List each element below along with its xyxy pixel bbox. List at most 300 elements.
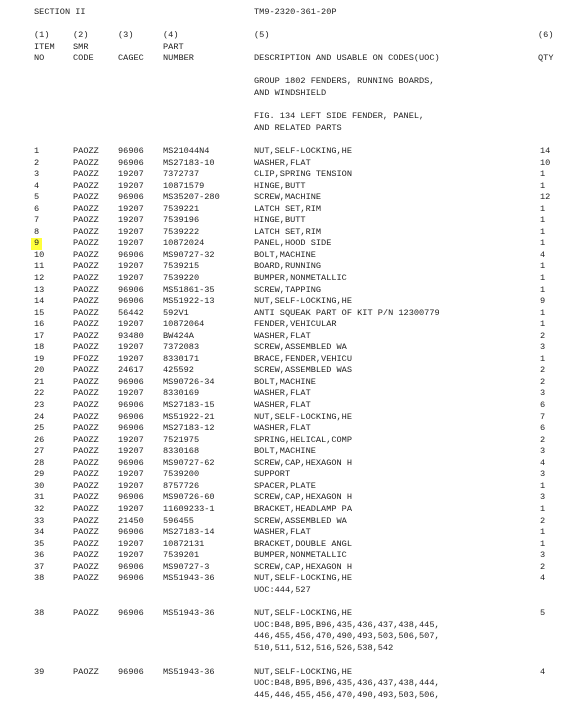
cage-code: 96906 bbox=[118, 527, 144, 538]
smr-code: PAOZZ bbox=[73, 261, 99, 272]
item-number: 13 bbox=[34, 284, 45, 295]
smr-code: PAOZZ bbox=[73, 146, 99, 156]
part-number: MS27183-14 bbox=[163, 527, 215, 538]
part-number: MS51943-36 bbox=[163, 666, 215, 677]
quantity: 4 bbox=[540, 573, 546, 584]
item-number: 38 bbox=[34, 573, 45, 584]
uoc-text: 510,511,512,516,526,538,542 bbox=[254, 642, 394, 653]
quantity: 2 bbox=[540, 376, 546, 387]
smr-code: PAOZZ bbox=[73, 284, 99, 295]
table-row bbox=[0, 446, 576, 458]
part-number: 7539221 bbox=[163, 203, 200, 214]
cage-code: 21450 bbox=[118, 515, 144, 526]
part-number: 7539196 bbox=[163, 215, 200, 226]
smr-code: PAOZZ bbox=[73, 388, 99, 399]
item-number: 2 bbox=[34, 157, 40, 168]
quantity: 7 bbox=[540, 411, 546, 422]
table-row bbox=[0, 435, 576, 447]
part-number: MS90727-62 bbox=[163, 457, 215, 468]
description: BOARD,RUNNING bbox=[254, 261, 322, 272]
part-number: MS27183-15 bbox=[163, 400, 215, 411]
table-row bbox=[0, 667, 576, 679]
description: NUT,SELF-LOCKING,HE bbox=[254, 608, 352, 619]
row-spacer bbox=[0, 655, 576, 667]
table-row bbox=[0, 527, 576, 539]
item-number: 16 bbox=[34, 319, 45, 330]
smr-code: PAOZZ bbox=[73, 608, 99, 619]
table-row bbox=[0, 458, 576, 470]
column-header-part-number: (4) PART NUMBER bbox=[163, 30, 194, 64]
description: WASHER,FLAT bbox=[254, 330, 311, 341]
description: BOLT,MACHINE bbox=[254, 249, 316, 260]
item-number: 18 bbox=[34, 342, 45, 353]
smr-code: PFOZZ bbox=[73, 353, 99, 364]
smr-code: PAOZZ bbox=[73, 423, 99, 434]
quantity: 3 bbox=[540, 446, 546, 457]
cage-code: 96906 bbox=[118, 666, 144, 677]
column-header-description: (5) DESCRIPTION AND USABLE ON CODES(UOC) bbox=[254, 30, 440, 64]
description: SCREW,TAPPING bbox=[254, 284, 322, 295]
cage-code: 19207 bbox=[118, 538, 144, 549]
quantity: 1 bbox=[540, 284, 546, 295]
table-row bbox=[0, 550, 576, 562]
uoc-text: 445,446,455,456,470,490,493,503,506, bbox=[254, 689, 440, 700]
item-number: 6 bbox=[34, 203, 40, 214]
row-spacer bbox=[0, 596, 576, 608]
cage-code: 19207 bbox=[118, 342, 144, 353]
cage-code: 96906 bbox=[118, 492, 144, 503]
description: WASHER,FLAT bbox=[254, 423, 311, 434]
cage-code: 19207 bbox=[118, 215, 144, 226]
item-number: 34 bbox=[34, 527, 45, 538]
group-title: GROUP 1802 FENDERS, RUNNING BOARDS, AND WINDSHIELD bbox=[254, 76, 435, 98]
smr-code: PAOZZ bbox=[73, 273, 99, 284]
description: SPRING,HELICAL,COMP bbox=[254, 434, 352, 445]
quantity: 3 bbox=[540, 388, 546, 399]
smr-code: PAOZZ bbox=[73, 238, 99, 249]
cage-code: 96906 bbox=[118, 296, 144, 307]
item-number: 8 bbox=[34, 226, 40, 237]
table-row bbox=[0, 331, 576, 343]
part-number: 7372737 bbox=[163, 169, 200, 180]
cage-code: 19207 bbox=[118, 388, 144, 399]
description: CLIP,SPRING TENSION bbox=[254, 169, 352, 180]
quantity: 1 bbox=[540, 503, 546, 514]
smr-code: PAOZZ bbox=[73, 411, 99, 422]
smr-code: PAOZZ bbox=[73, 365, 99, 376]
item-number: 29 bbox=[34, 469, 45, 480]
cage-code: 96906 bbox=[118, 192, 144, 203]
item-number: 10 bbox=[34, 249, 45, 260]
item-number: 33 bbox=[34, 515, 45, 526]
quantity: 1 bbox=[540, 261, 546, 272]
part-number: MS51922-13 bbox=[163, 296, 215, 307]
part-number: 7539215 bbox=[163, 261, 200, 272]
description: NUT,SELF-LOCKING,HE bbox=[254, 573, 352, 584]
item-number: 3 bbox=[34, 169, 40, 180]
item-number: 24 bbox=[34, 411, 45, 422]
cage-code: 19207 bbox=[118, 261, 144, 272]
description: ANTI SQUEAK PART OF KIT P/N 12300779 bbox=[254, 307, 440, 318]
cage-code: 19207 bbox=[118, 503, 144, 514]
quantity: 4 bbox=[540, 666, 546, 677]
cage-code: 19207 bbox=[118, 480, 144, 491]
quantity: 6 bbox=[540, 400, 546, 411]
part-number: MS90727-3 bbox=[163, 561, 210, 572]
part-number: MS35207-280 bbox=[163, 192, 220, 203]
cage-code: 19207 bbox=[118, 180, 144, 191]
table-row bbox=[0, 204, 576, 216]
quantity: 1 bbox=[540, 226, 546, 237]
part-number: 7539201 bbox=[163, 550, 200, 561]
description: NUT,SELF-LOCKING,HE bbox=[254, 296, 352, 307]
table-row bbox=[0, 562, 576, 574]
cage-code: 96906 bbox=[118, 376, 144, 387]
table-row bbox=[0, 516, 576, 528]
smr-code: PAOZZ bbox=[73, 457, 99, 468]
cage-code: 19207 bbox=[118, 203, 144, 214]
table-row bbox=[0, 400, 576, 412]
quantity: 3 bbox=[540, 469, 546, 480]
uoc-continuation-line bbox=[0, 643, 576, 655]
smr-code: PAOZZ bbox=[73, 330, 99, 341]
description: BRACKET,HEADLAMP PA bbox=[254, 503, 352, 514]
quantity: 1 bbox=[540, 180, 546, 191]
cage-code: 96906 bbox=[118, 146, 144, 156]
description: BOLT,MACHINE bbox=[254, 446, 316, 457]
cage-code: 96906 bbox=[118, 157, 144, 168]
table-row bbox=[0, 412, 576, 424]
cage-code: 96906 bbox=[118, 561, 144, 572]
cage-code: 19207 bbox=[118, 550, 144, 561]
smr-code: PAOZZ bbox=[73, 434, 99, 445]
part-number: 11609233-1 bbox=[163, 503, 215, 514]
part-number: MS90726-60 bbox=[163, 492, 215, 503]
smr-code: PAOZZ bbox=[73, 561, 99, 572]
part-number: 10871579 bbox=[163, 180, 205, 191]
part-number: 596455 bbox=[163, 515, 194, 526]
item-number: 31 bbox=[34, 492, 45, 503]
item-number: 14 bbox=[34, 296, 45, 307]
smr-code: PAOZZ bbox=[73, 319, 99, 330]
table-row bbox=[0, 250, 576, 262]
table-row bbox=[0, 481, 576, 493]
description: WASHER,FLAT bbox=[254, 400, 311, 411]
item-number: 19 bbox=[34, 353, 45, 364]
quantity: 2 bbox=[540, 330, 546, 341]
quantity: 1 bbox=[540, 319, 546, 330]
part-number: MS21044N4 bbox=[163, 146, 210, 156]
quantity: 1 bbox=[540, 169, 546, 180]
item-number: 30 bbox=[34, 480, 45, 491]
smr-code: PAOZZ bbox=[73, 550, 99, 561]
table-row bbox=[0, 308, 576, 320]
smr-code: PAOZZ bbox=[73, 192, 99, 203]
quantity: 1 bbox=[540, 273, 546, 284]
table-row bbox=[0, 215, 576, 227]
quantity: 1 bbox=[540, 215, 546, 226]
cage-code: 96906 bbox=[118, 249, 144, 260]
item-number: 20 bbox=[34, 365, 45, 376]
description: SCREW,ASSEMBLED WAS bbox=[254, 365, 352, 376]
table-row bbox=[0, 169, 576, 181]
item-number: 5 bbox=[34, 192, 40, 203]
cage-code: 96906 bbox=[118, 608, 144, 619]
part-number: MS27183-10 bbox=[163, 157, 215, 168]
quantity: 1 bbox=[540, 527, 546, 538]
quantity: 6 bbox=[540, 423, 546, 434]
cage-code: 96906 bbox=[118, 284, 144, 295]
table-row bbox=[0, 181, 576, 193]
quantity: 3 bbox=[540, 492, 546, 503]
part-number: 8330169 bbox=[163, 388, 200, 399]
item-number: 7 bbox=[34, 215, 40, 226]
quantity: 1 bbox=[540, 307, 546, 318]
part-number: 8330168 bbox=[163, 446, 200, 457]
cage-code: 93480 bbox=[118, 330, 144, 341]
item-number: 26 bbox=[34, 434, 45, 445]
item-number: 23 bbox=[34, 400, 45, 411]
description: BOLT,MACHINE bbox=[254, 376, 316, 387]
description: SUPPORT bbox=[254, 469, 291, 480]
cage-code: 19207 bbox=[118, 319, 144, 330]
quantity: 4 bbox=[540, 249, 546, 260]
quantity: 14 bbox=[540, 146, 551, 156]
figure-title: FIG. 134 LEFT SIDE FENDER, PANEL, AND RELATED PARTS bbox=[254, 111, 425, 133]
cage-code: 96906 bbox=[118, 573, 144, 584]
smr-code: PAOZZ bbox=[73, 400, 99, 411]
smr-code: PAOZZ bbox=[73, 666, 99, 677]
part-number: MS27183-12 bbox=[163, 423, 215, 434]
cage-code: 19207 bbox=[118, 469, 144, 480]
table-row bbox=[0, 296, 576, 308]
smr-code: PAOZZ bbox=[73, 503, 99, 514]
table-row bbox=[0, 469, 576, 481]
smr-code: PAOZZ bbox=[73, 538, 99, 549]
description: BRACE,FENDER,VEHICU bbox=[254, 353, 352, 364]
description: WASHER,FLAT bbox=[254, 157, 311, 168]
description: SCREW,ASSEMBLED WA bbox=[254, 342, 347, 353]
part-number: 7521975 bbox=[163, 434, 200, 445]
description: SCREW,CAP,HEXAGON H bbox=[254, 492, 352, 503]
cage-code: 96906 bbox=[118, 457, 144, 468]
quantity: 1 bbox=[540, 353, 546, 364]
item-number: 21 bbox=[34, 376, 45, 387]
table-row bbox=[0, 273, 576, 285]
part-number: MS51943-36 bbox=[163, 608, 215, 619]
part-number: 7372083 bbox=[163, 342, 200, 353]
item-number: 1 bbox=[34, 146, 40, 156]
smr-code: PAOZZ bbox=[73, 492, 99, 503]
column-header-smr-code: (2) SMR CODE bbox=[73, 30, 94, 64]
table-row bbox=[0, 539, 576, 551]
smr-code: PAOZZ bbox=[73, 249, 99, 260]
item-number: 27 bbox=[34, 446, 45, 457]
description: SCREW,ASSEMBLED WA bbox=[254, 515, 347, 526]
table-row bbox=[0, 158, 576, 170]
cage-code: 19207 bbox=[118, 353, 144, 364]
section-label: SECTION II bbox=[34, 7, 86, 17]
smr-code: PAOZZ bbox=[73, 342, 99, 353]
highlighted-item-number: 9 bbox=[31, 238, 42, 250]
uoc-continuation-line bbox=[0, 620, 576, 632]
description: WASHER,FLAT bbox=[254, 527, 311, 538]
quantity: 2 bbox=[540, 434, 546, 445]
smr-code: PAOZZ bbox=[73, 226, 99, 237]
smr-code: PAOZZ bbox=[73, 376, 99, 387]
item-number: 12 bbox=[34, 273, 45, 284]
part-number: 7539200 bbox=[163, 469, 200, 480]
smr-code: PAOZZ bbox=[73, 169, 99, 180]
part-number: 592V1 bbox=[163, 307, 189, 318]
table-row bbox=[0, 388, 576, 400]
smr-code: PAOZZ bbox=[73, 515, 99, 526]
description: HINGE,BUTT bbox=[254, 180, 306, 191]
uoc-continuation-line bbox=[0, 690, 576, 701]
smr-code: PAOZZ bbox=[73, 446, 99, 457]
table-row bbox=[0, 238, 576, 250]
part-number: MS51861-35 bbox=[163, 284, 215, 295]
smr-code: PAOZZ bbox=[73, 203, 99, 214]
description: SCREW,MACHINE bbox=[254, 192, 322, 203]
description: BRACKET,DOUBLE ANGL bbox=[254, 538, 352, 549]
smr-code: PAOZZ bbox=[73, 469, 99, 480]
item-number: 15 bbox=[34, 307, 45, 318]
item-number: 35 bbox=[34, 538, 45, 549]
item-number: 36 bbox=[34, 550, 45, 561]
cage-code: 96906 bbox=[118, 400, 144, 411]
item-number: 17 bbox=[34, 330, 45, 341]
description: NUT,SELF-LOCKING,HE bbox=[254, 146, 352, 156]
cage-code: 19207 bbox=[118, 238, 144, 249]
description: SCREW,CAP,HEXAGON H bbox=[254, 561, 352, 572]
description: HINGE,BUTT bbox=[254, 215, 306, 226]
part-number: 10872131 bbox=[163, 538, 205, 549]
item-number: 11 bbox=[34, 261, 45, 272]
quantity: 12 bbox=[540, 192, 551, 203]
part-number: MS51943-36 bbox=[163, 573, 215, 584]
table-row bbox=[0, 365, 576, 377]
quantity: 3 bbox=[540, 550, 546, 561]
uoc-continuation-line bbox=[0, 678, 576, 690]
cage-code: 19207 bbox=[118, 446, 144, 457]
table-row bbox=[0, 261, 576, 273]
table-row bbox=[0, 342, 576, 354]
column-header-item-no: (1) ITEM NO bbox=[34, 30, 55, 64]
cage-code: 19207 bbox=[118, 226, 144, 237]
description: NUT,SELF-LOCKING,HE bbox=[254, 411, 352, 422]
cage-code: 19207 bbox=[118, 169, 144, 180]
item-number: 25 bbox=[34, 423, 45, 434]
item-number: 38 bbox=[34, 608, 45, 619]
cage-code: 56442 bbox=[118, 307, 144, 318]
part-number: 7539222 bbox=[163, 226, 200, 237]
part-number: 8330171 bbox=[163, 353, 200, 364]
description: NUT,SELF-LOCKING,HE bbox=[254, 666, 352, 677]
tm-number: TM9-2320-361-20P bbox=[254, 7, 337, 17]
quantity: 1 bbox=[540, 238, 546, 249]
smr-code: PAOZZ bbox=[73, 573, 99, 584]
parts-table bbox=[0, 146, 576, 701]
uoc-text: UOC:B48,B95,B96,435,436,437,438,445, bbox=[254, 619, 440, 630]
table-row bbox=[0, 192, 576, 204]
uoc-text: 446,455,456,470,490,493,503,506,507, bbox=[254, 631, 440, 642]
part-number: MS90727-32 bbox=[163, 249, 215, 260]
smr-code: PAOZZ bbox=[73, 157, 99, 168]
cage-code: 24617 bbox=[118, 365, 144, 376]
item-number: 4 bbox=[34, 180, 40, 191]
smr-code: PAOZZ bbox=[73, 296, 99, 307]
part-number: 8757726 bbox=[163, 480, 200, 491]
item-number: 39 bbox=[34, 666, 45, 677]
part-number: 7539220 bbox=[163, 273, 200, 284]
column-header-cagec: (3) CAGEC bbox=[118, 30, 144, 64]
smr-code: PAOZZ bbox=[73, 180, 99, 191]
quantity: 2 bbox=[540, 365, 546, 376]
smr-code: PAOZZ bbox=[73, 480, 99, 491]
quantity: 1 bbox=[540, 203, 546, 214]
cage-code: 96906 bbox=[118, 411, 144, 422]
description: PANEL,HOOD SIDE bbox=[254, 238, 332, 249]
quantity: 5 bbox=[540, 608, 546, 619]
quantity: 2 bbox=[540, 515, 546, 526]
part-number: MS51922-21 bbox=[163, 411, 215, 422]
description: LATCH SET,RIM bbox=[254, 226, 322, 237]
part-number: 425592 bbox=[163, 365, 194, 376]
part-number: BW424A bbox=[163, 330, 194, 341]
cage-code: 96906 bbox=[118, 423, 144, 434]
uoc-continuation-line bbox=[0, 631, 576, 643]
description: BUMPER,NONMETALLIC bbox=[254, 550, 347, 561]
quantity: 1 bbox=[540, 538, 546, 549]
uoc-text: UOC:444,527 bbox=[254, 584, 311, 595]
table-row bbox=[0, 573, 576, 585]
cage-code: 19207 bbox=[118, 273, 144, 284]
quantity: 2 bbox=[540, 561, 546, 572]
part-number: 10872064 bbox=[163, 319, 205, 330]
description: WASHER,FLAT bbox=[254, 388, 311, 399]
uoc-text: UOC:B48,B95,B96,435,436,437,438,444, bbox=[254, 678, 440, 689]
smr-code: PAOZZ bbox=[73, 215, 99, 226]
description: LATCH SET,RIM bbox=[254, 203, 322, 214]
uoc-continuation-line bbox=[0, 585, 576, 597]
table-row bbox=[0, 285, 576, 297]
item-number: 37 bbox=[34, 561, 45, 572]
item-number: 32 bbox=[34, 503, 45, 514]
part-number: 10872024 bbox=[163, 238, 205, 249]
table-row bbox=[0, 608, 576, 620]
description: BUMPER,NONMETALLIC bbox=[254, 273, 347, 284]
table-row bbox=[0, 354, 576, 366]
item-number: 22 bbox=[34, 388, 45, 399]
description: SPACER,PLATE bbox=[254, 480, 316, 491]
cage-code: 19207 bbox=[118, 434, 144, 445]
smr-code: PAOZZ bbox=[73, 307, 99, 318]
table-row bbox=[0, 504, 576, 516]
quantity: 3 bbox=[540, 342, 546, 353]
column-header-qty: (6) QTY bbox=[538, 30, 554, 64]
description: FENDER,VEHICULAR bbox=[254, 319, 337, 330]
smr-code: PAOZZ bbox=[73, 527, 99, 538]
table-row bbox=[0, 492, 576, 504]
quantity: 1 bbox=[540, 480, 546, 491]
quantity: 10 bbox=[540, 157, 551, 168]
quantity: 4 bbox=[540, 457, 546, 468]
item-number: 28 bbox=[34, 457, 45, 468]
table-row bbox=[0, 146, 576, 158]
table-row bbox=[0, 319, 576, 331]
description: SCREW,CAP,HEXAGON H bbox=[254, 457, 352, 468]
